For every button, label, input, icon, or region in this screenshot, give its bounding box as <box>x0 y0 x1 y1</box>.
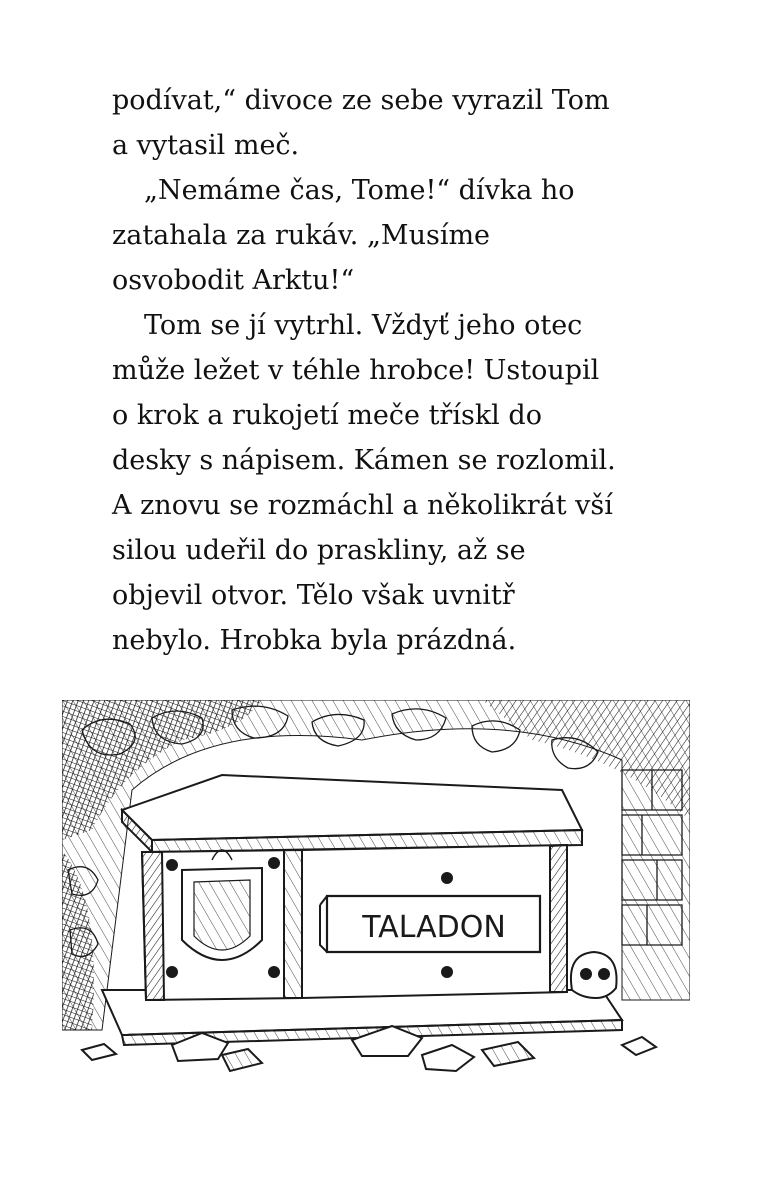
text-line: silou udeřil do praskliny, až se <box>112 535 526 566</box>
text-line: o krok a rukojetí meče třískl do <box>112 400 542 431</box>
tomb-drawing <box>62 700 690 1100</box>
text-line: osvobodit Arktu!“ <box>112 265 355 296</box>
text-line: desky s nápisem. Kámen se rozlomil. <box>112 445 616 476</box>
story-text <box>112 78 692 663</box>
plaque-inscription: TALADON <box>362 910 506 945</box>
text-line: „Nemáme čas, Tome!“ dívka ho <box>144 175 575 206</box>
text-line: A znovu se rozmáchl a několikrát vší <box>112 490 613 521</box>
text-line: a vytasil meč. <box>112 130 300 161</box>
text-line: Tom se jí vytrhl. Vždyť jeho otec <box>144 310 583 341</box>
text-line: objevil otvor. Tělo však uvnitř <box>112 580 515 611</box>
text-line: podívat,“ divoce ze sebe vyrazil Tom <box>112 85 610 116</box>
tomb-illustration <box>62 700 690 1100</box>
text-line: může ležet v téhle hrobce! Ustoupil <box>112 355 600 386</box>
text-line: nebylo. Hrobka byla prázdná. <box>112 625 517 656</box>
text-line: zatahala za rukáv. „Musíme <box>112 220 491 251</box>
